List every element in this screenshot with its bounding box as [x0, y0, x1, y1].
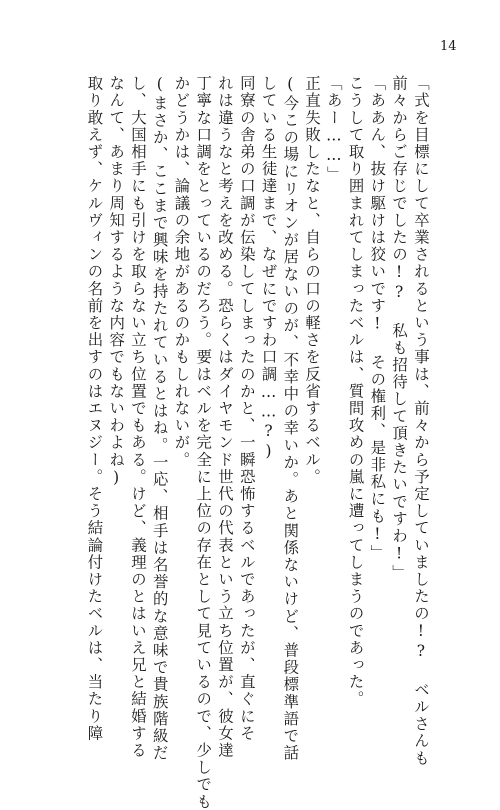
- text-column: 前々からご存じでしたの!? 私も招待して頂きたいですわ!」: [390, 75, 409, 582]
- text-column: 取り敢えず、ケルヴィンの名前を出すのはエヌジー。そう結論付けたベルは、当たり障: [85, 75, 104, 742]
- text-column: 同寮の舎弟の口調が伝染してしまったのかと、一瞬恐怖するベルであったが、直ぐにそ: [237, 75, 256, 742]
- text-column: れは違うなと考えを改める。恐らくはダイヤモンド世代の代表という立ち位置が、彼女達: [216, 75, 234, 759]
- text-column: 丁寧な口調をとっているのだろう。要はベルを完全に上位の存在として見ているので、少しでも: [194, 75, 213, 810]
- text-column: なんて、あまり周知するような内容でもないわよね): [107, 75, 126, 488]
- text-column: かどうかは、論議の余地があるのかもしれないが。: [172, 75, 191, 469]
- text-column: 「あー……」: [324, 75, 343, 183]
- text-column: (まさか、ここまで興味を持たれているとはね。一応、相手は名誉的な意味で貴族階級だ: [150, 75, 169, 762]
- text-column: している生徒達まで、なぜにですわ口調……?): [259, 75, 278, 462]
- novel-text-body: [85, 75, 430, 810]
- text-column: 「ああん、抜け駆けは狡いです! その権利、是非私にも!」: [368, 75, 387, 562]
- text-column: こうして取り囲まれてしまったベルは、質問攻めの嵐に遭ってしまうのであった。: [346, 75, 365, 708]
- text-column: 「式を目標にして卒業されるという事は、前々から予定していましたの!? ベルさんも: [411, 75, 430, 767]
- text-column: 正直失敗したなと、自らの口の軽さを反省するベル。: [303, 75, 322, 486]
- page-number: 14: [440, 39, 457, 54]
- text-column: (今この場にリオンが居ないのが、不幸中の幸いか。あと関係ないけど、普段標準語で話: [281, 75, 300, 762]
- text-column: し、大国相手にも引けを取らない立ち位置でもある。けど、義理のとはいえ兄と結婚する: [128, 75, 147, 759]
